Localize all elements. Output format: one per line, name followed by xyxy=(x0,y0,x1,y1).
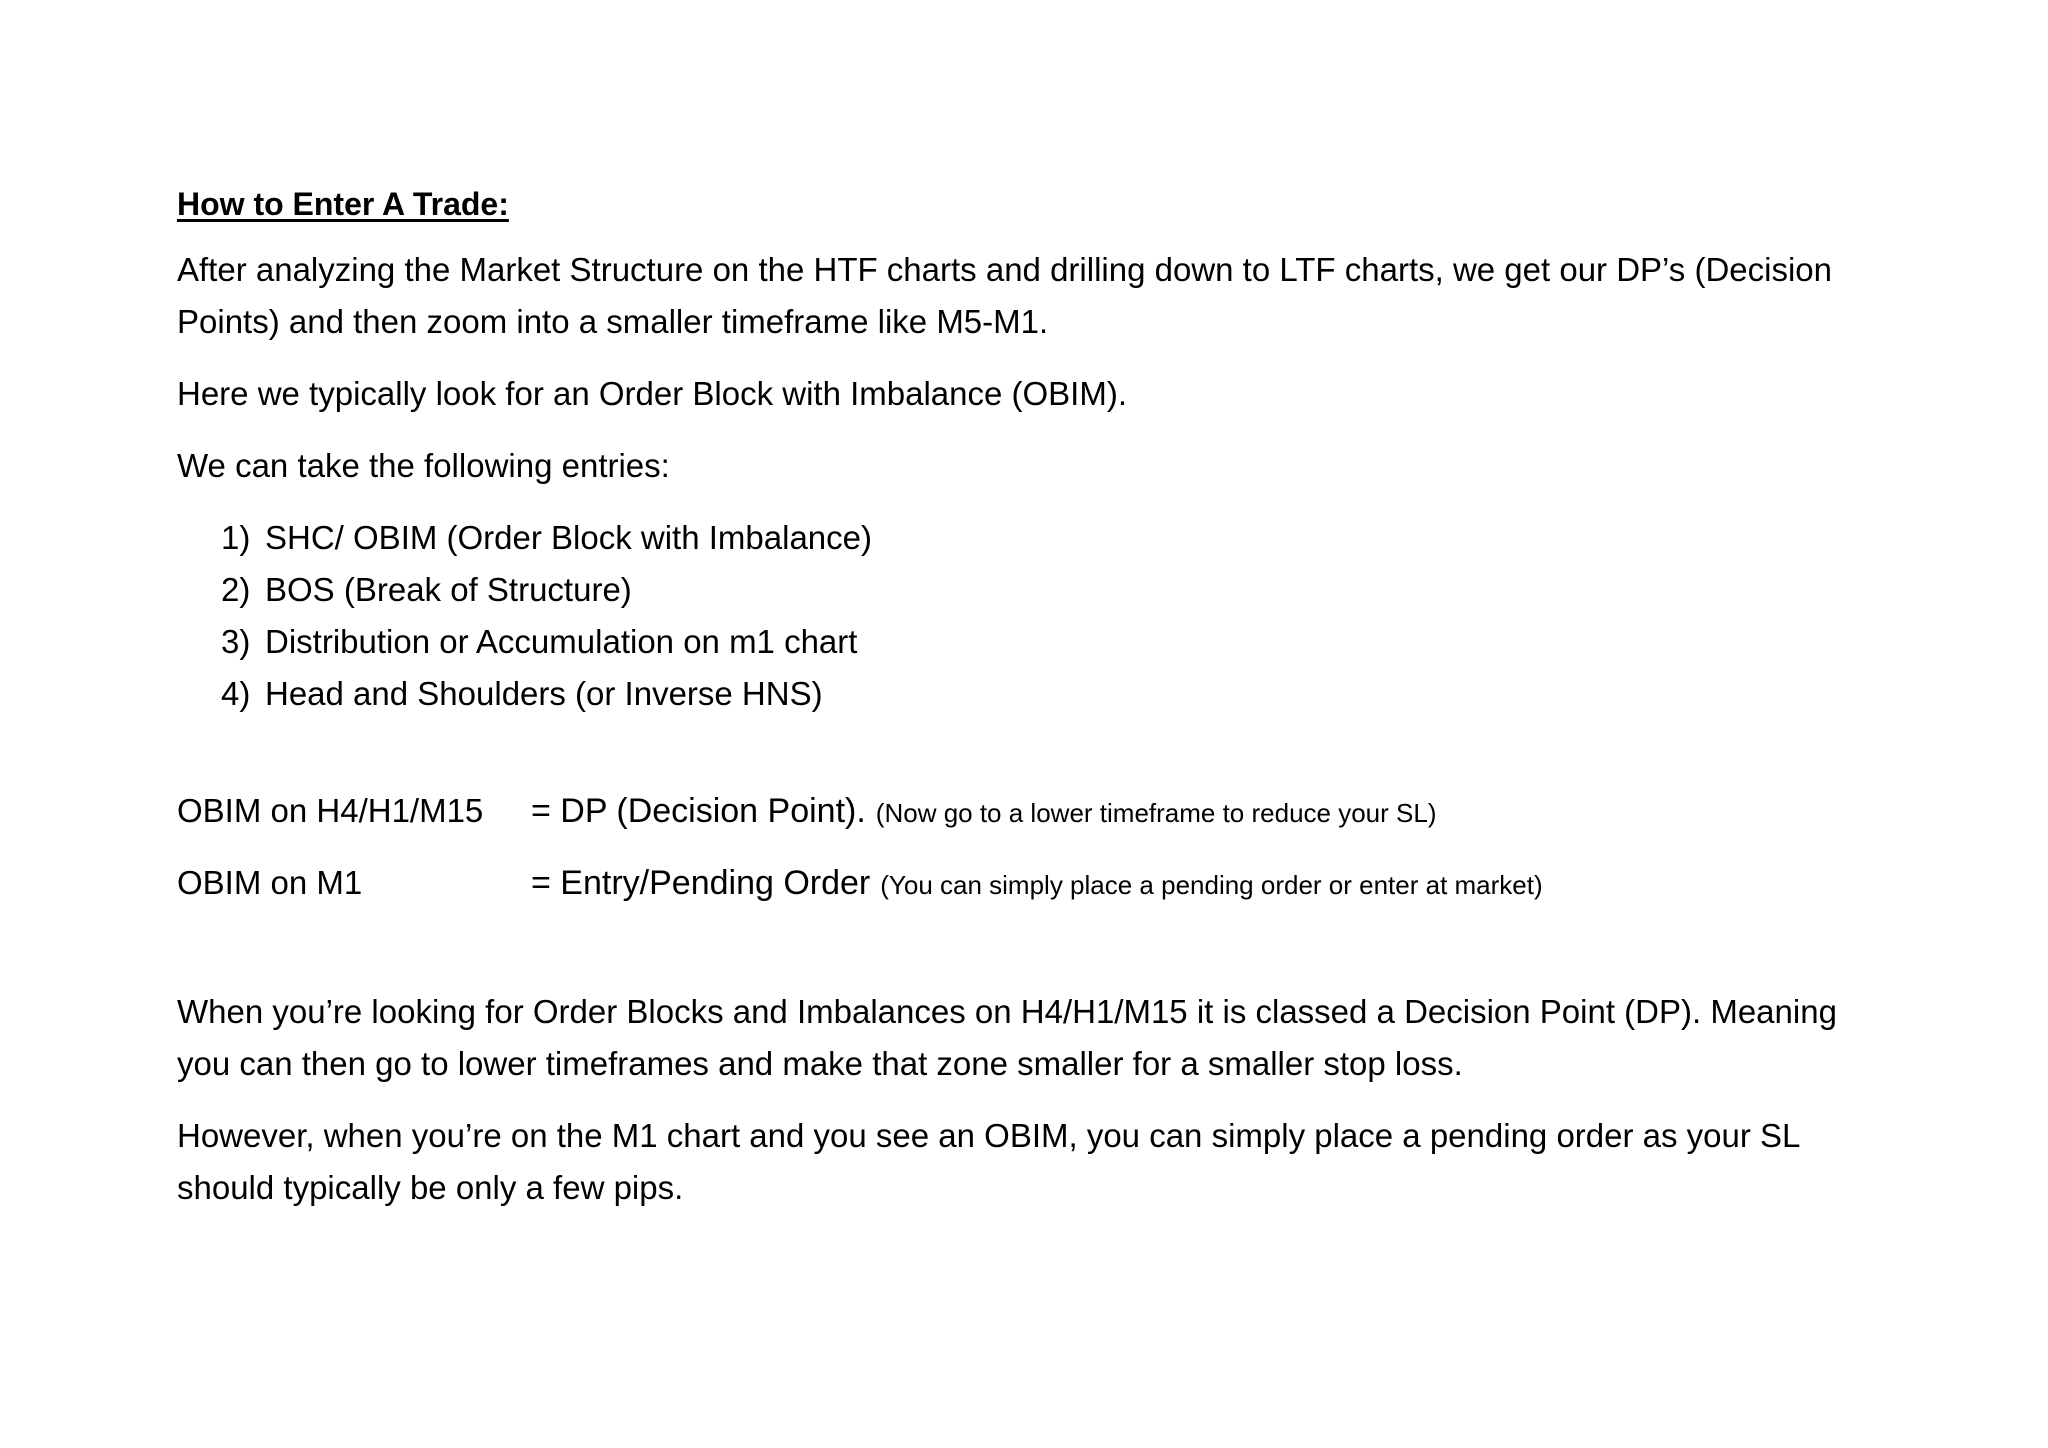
list-item-number: 4) xyxy=(221,675,251,712)
definition-term: OBIM on M1 xyxy=(177,864,363,901)
page-heading: How to Enter A Trade: xyxy=(177,186,509,222)
definition-note: (You can simply place a pending order or enter at market) xyxy=(880,870,1543,900)
m1-explanation-paragraph: However, when you’re on the M1 chart and you see an OBIM, you can simply place a pending order as your SL should typically be only a few pips. xyxy=(177,1117,1800,1206)
definition-meaning: = DP (Decision Point). xyxy=(531,792,866,830)
list-item xyxy=(221,668,1877,720)
list-item xyxy=(221,512,1877,564)
list-item-text: BOS (Break of Structure) xyxy=(265,571,632,608)
definition-meaning: = Entry/Pending Order xyxy=(531,864,871,902)
definition-note: (Now go to a lower timeframe to reduce your SL) xyxy=(875,798,1437,828)
list-item xyxy=(221,564,1877,616)
list-item-text: Head and Shoulders (or Inverse HNS) xyxy=(265,675,823,712)
definition-row xyxy=(177,864,1877,916)
intro-paragraph: After analyzing the Market Structure on the HTF charts and drilling down to LTF charts, we get our DP’s (Decision Points) and then zoom into a smaller timeframe like M5-M1. xyxy=(177,251,1832,340)
list-item xyxy=(221,616,1877,668)
document-page xyxy=(177,178,1877,1234)
list-item-number: 2) xyxy=(221,571,251,608)
entries-lead-paragraph: We can take the following entries: xyxy=(177,447,670,484)
list-item-number: 3) xyxy=(221,623,251,660)
list-item-number: 1) xyxy=(221,519,251,556)
dp-explanation-paragraph: When you’re looking for Order Blocks and Imbalances on H4/H1/M15 it is classed a Decision Point (DP). Meaning you can then go to lower timeframes and make that zone smaller for a smaller stop loss. xyxy=(177,993,1837,1082)
entries-list xyxy=(177,512,1877,720)
list-item-text: Distribution or Accumulation on m1 chart xyxy=(265,623,858,660)
definition-term: OBIM on H4/H1/M15 xyxy=(177,792,484,829)
definition-row xyxy=(177,792,1877,844)
definitions-block xyxy=(177,792,1877,916)
look-for-paragraph: Here we typically look for an Order Block with Imbalance (OBIM). xyxy=(177,375,1127,412)
list-item-text: SHC/ OBIM (Order Block with Imbalance) xyxy=(265,519,872,556)
